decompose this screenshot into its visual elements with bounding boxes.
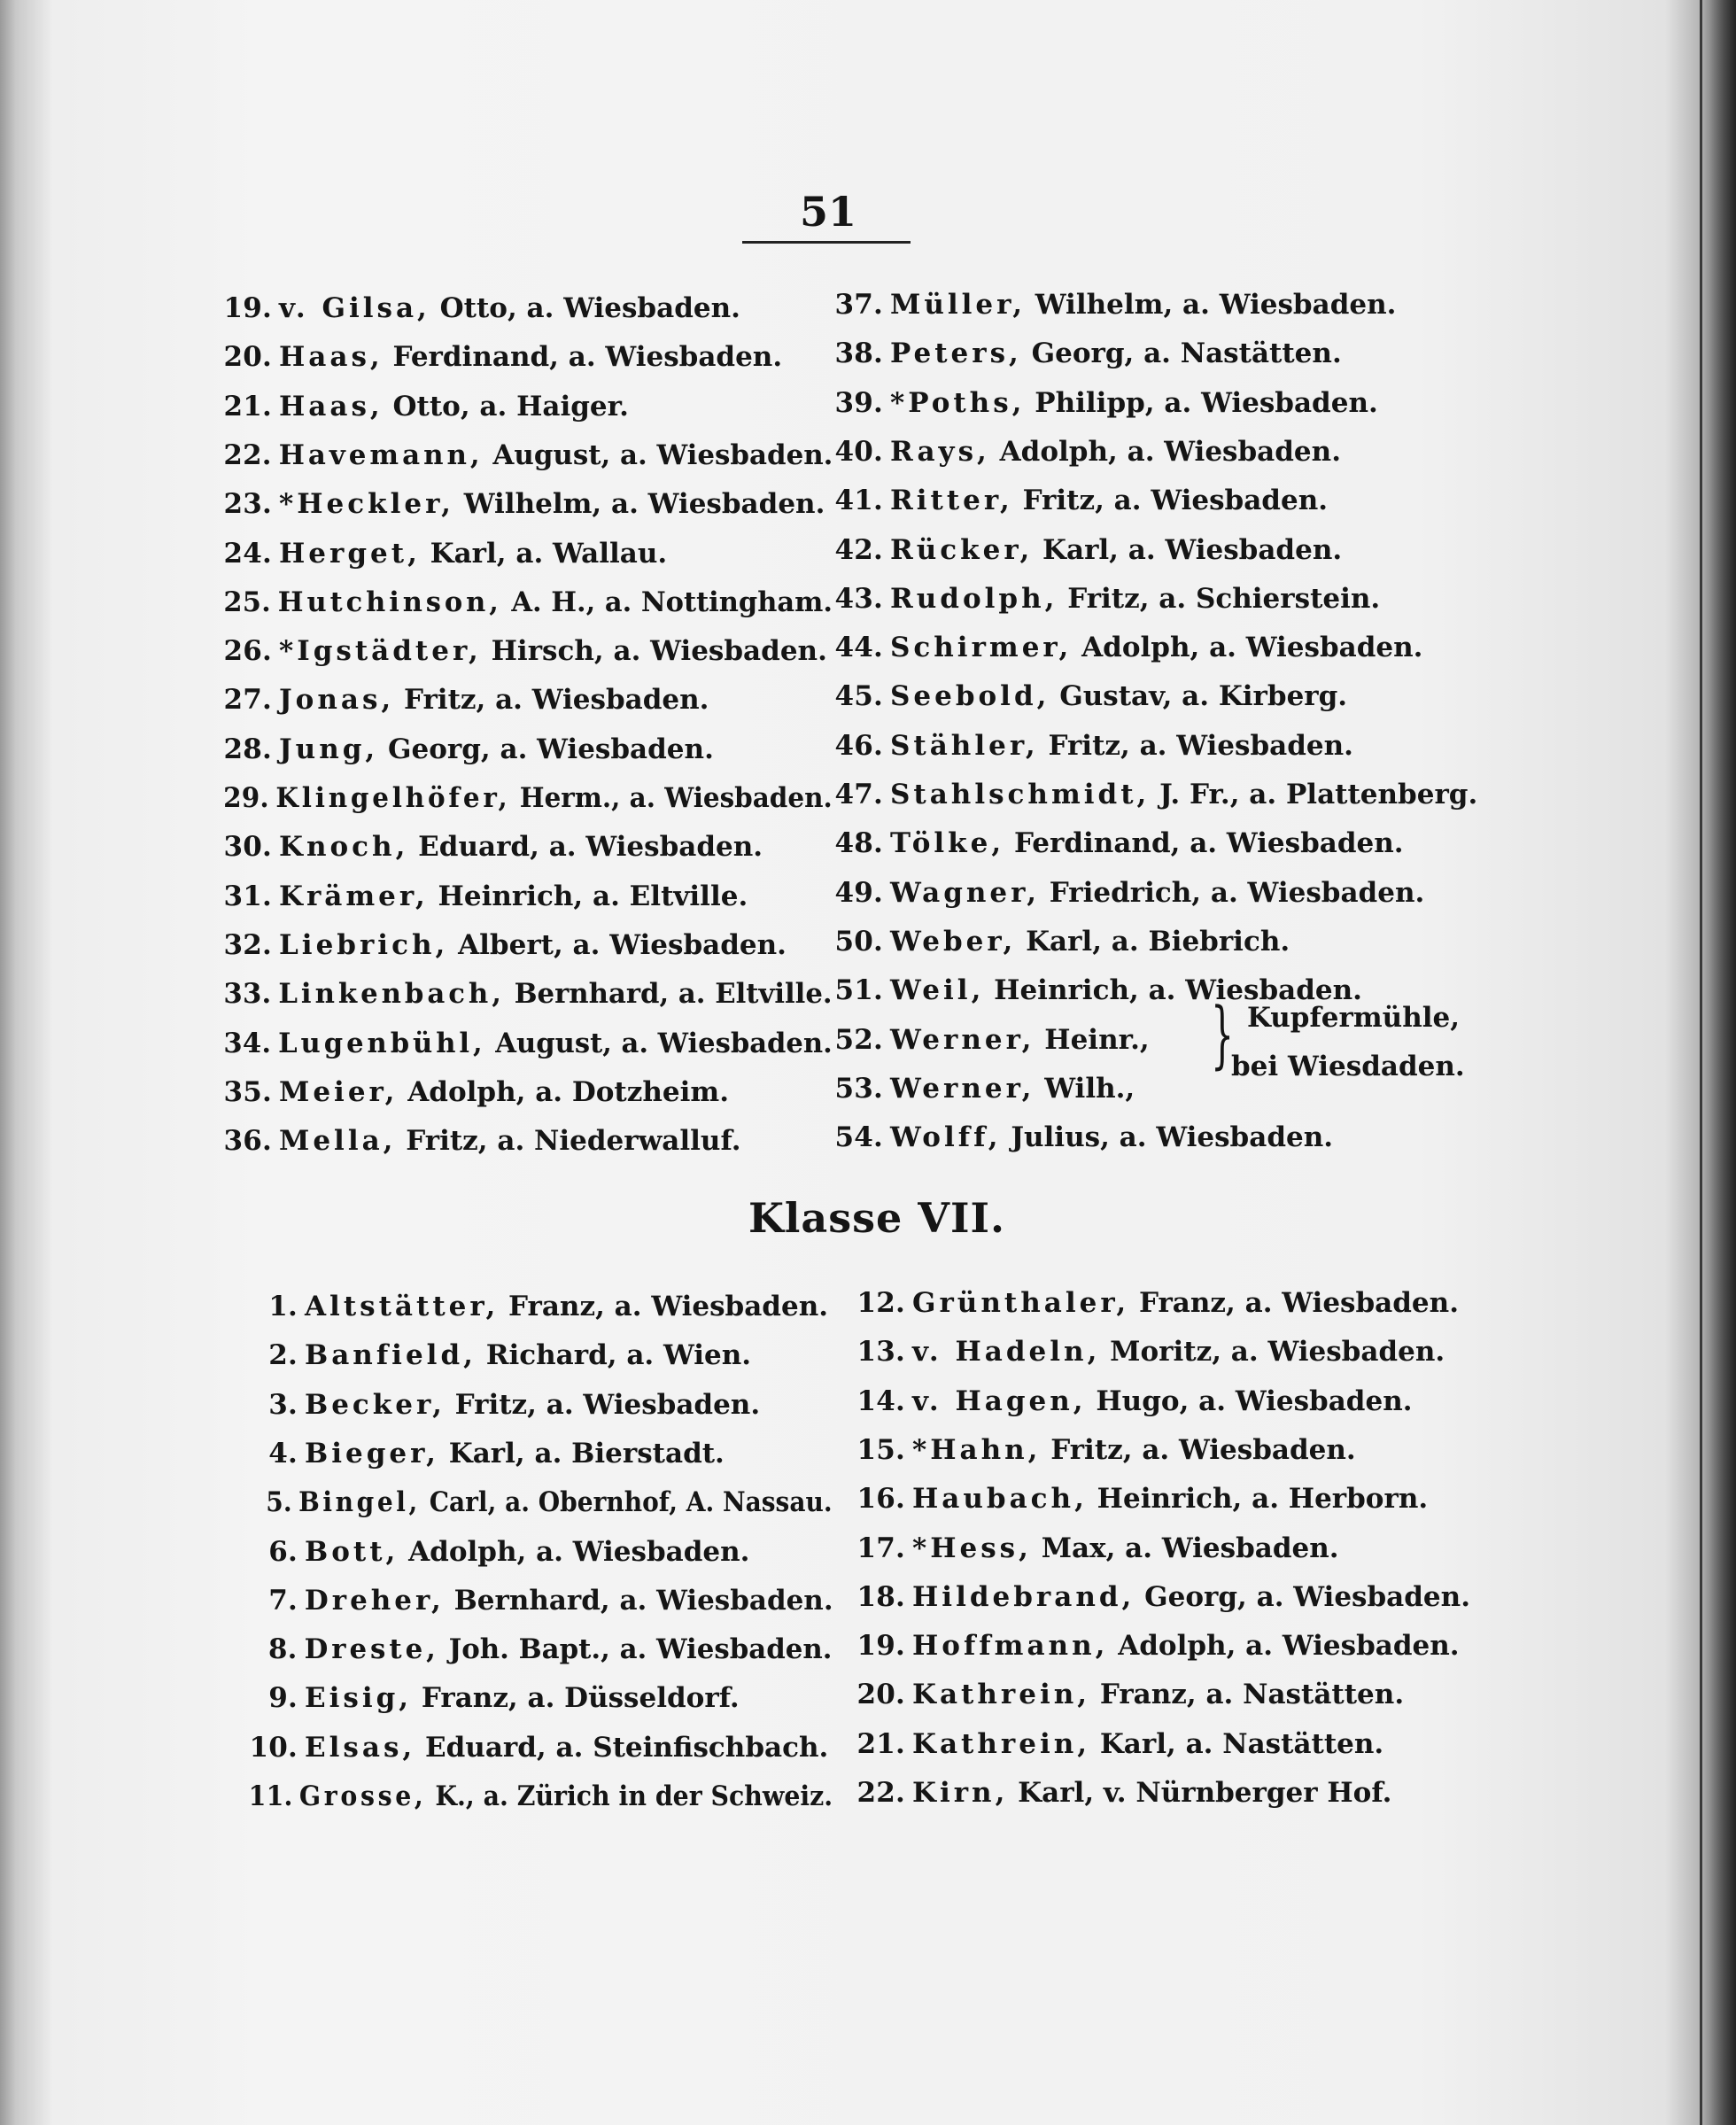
entry-number: 29. [223,782,269,814]
list-entry [217,733,714,765]
entry-surname: Rays, [890,435,990,468]
entry-number: 45. [834,680,883,713]
entry-surname: Knoch, [279,831,409,864]
entry-details: Karl, v. Nürnberger Hof. [1008,1777,1392,1809]
entry-number: 41. [834,485,883,517]
entry-surname: Haas, [279,341,384,374]
list-entry [217,831,763,863]
entry-details: Ferdinand, a. Wiesbaden. [1004,827,1404,860]
list-entry [850,1483,1428,1515]
entry-details: Heinr., [1035,1023,1150,1056]
entry-details: Albert, a. Wiesbaden. [448,928,787,961]
entry-details: J. Fr., a. Plattenberg. [1150,779,1478,810]
list-entry [241,1780,833,1812]
entry-details: Eduard, a. Wiesbaden. [408,831,763,864]
entry-details: Georg, a. Nastätten. [1021,337,1342,370]
entry-surname: *Hahn, [912,1433,1042,1466]
entry-number: 18. [856,1580,905,1613]
entry-surname: Liebrich, [279,928,449,961]
list-entry [241,1291,828,1322]
entry-details: Fritz, a. Wiesbaden. [1012,485,1329,517]
entry-number: 51. [834,974,883,1007]
entry-number: 28. [223,733,272,765]
entry-number: 34. [223,1027,272,1059]
entry-number: 42. [834,533,883,566]
list-entry [828,1024,1150,1056]
entry-surname: Tölke, [890,827,1005,860]
entry-details: August, a. Wiesbaden. [483,438,833,471]
entry-surname: Hutchinson, [277,586,502,618]
entry-details: Franz, a. Wiesbaden. [499,1291,829,1322]
entry-surname: Lugenbühl, [278,1027,486,1059]
entry-details: Adolph, a. Wiesbaden. [1108,1630,1460,1663]
entry-number: 40. [834,435,883,468]
entry-surname: Grünthaler, [912,1287,1130,1319]
entry-surname: Bott, [305,1535,399,1568]
entry-number: 8. [268,1633,298,1666]
entry-number: 33. [223,978,272,1011]
list-entry [850,1287,1459,1319]
entry-details: Moritz, a. Wiesbaden. [1100,1336,1445,1369]
list-entry [241,1732,828,1764]
entry-surname: Linkenbach, [278,978,505,1011]
list-entry [241,1585,833,1617]
entry-surname: Meier, [279,1075,399,1108]
entry-surname: Herget, [279,537,421,570]
entry-surname: Weber, [890,925,1017,958]
entry-details: Fritz, a. Schierstein. [1058,582,1381,615]
entry-surname: Dreher, [304,1584,445,1617]
entry-details: Heinrich, a. Herborn. [1087,1483,1429,1516]
entry-surname: Weil, [890,974,985,1007]
entry-number: 20. [223,341,272,374]
list-entry [217,538,667,570]
list-entry [241,1536,749,1568]
entry-details: Fritz, a. Wiesbaden. [445,1388,761,1421]
entry-details: Georg, a. Wiesbaden. [1135,1580,1470,1613]
list-entry [828,680,1347,712]
entry-details: A. H., a. Nottingham. [501,586,833,618]
entry-details: Heinrich, a. Eltville. [428,880,748,912]
entry-number: 21. [223,390,272,423]
entry-number: 22. [223,438,272,471]
entry-number: 27. [223,684,272,717]
list-entry [850,1532,1339,1564]
list-entry [241,1682,740,1714]
entry-number: 6. [268,1535,298,1568]
list-entry [217,880,748,912]
entry-surname: Jonas, [279,684,395,717]
entry-surname: Mella, [279,1125,397,1158]
entry-number: 24. [223,537,272,570]
entry-number: 1. [268,1291,298,1322]
entry-number: 37. [834,289,883,321]
entry-number: 19. [856,1630,905,1663]
entry-number: 26. [223,635,272,668]
entry-number: 15. [856,1433,905,1466]
list-entry [217,929,787,961]
entry-surname: *Hess, [912,1532,1032,1564]
list-entry [850,1385,1413,1417]
entry-details: Friedrich, a. Wiesbaden. [1040,876,1425,909]
entry-details: Fritz, a. Wiesbaden. [1038,729,1353,762]
entry-surname: Hoffmann, [912,1630,1109,1663]
entry-number: 11. [248,1780,293,1812]
entry-number: 22. [856,1777,905,1809]
list-entry [828,827,1404,859]
entry-details: Richard, a. Wien. [476,1339,752,1372]
entry-number: 30. [223,831,272,864]
entry-number: 38. [834,337,883,370]
list-entry [828,534,1342,566]
entry-surname: *Poths, [890,386,1026,419]
list-entry [850,1728,1383,1760]
list-entry [217,978,833,1010]
list-entry [241,1389,760,1421]
entry-details: Adolph, a. Dotzheim. [398,1075,729,1108]
entry-surname: Haas, [279,390,384,423]
list-entry [828,289,1396,321]
entry-surname: Kirn, [912,1777,1009,1809]
entry-number: 17. [856,1532,905,1564]
list-entry [828,779,1477,810]
entry-details: Herm., a. Wiesbaden. [510,782,833,814]
entry-number: 39. [834,386,883,419]
entry-details: Max, a. Wiesbaden. [1031,1532,1339,1564]
entry-details: Bernhard, a. Wiesbaden. [444,1584,833,1617]
entry-surname: Wagner, [890,876,1041,909]
entry-surname: Kathrein, [912,1727,1091,1760]
entry-surname: Klingelhöfer, [275,782,511,814]
entry-details: Karl, a. Bierstadt. [438,1437,725,1470]
entry-number: 44. [834,632,883,664]
entry-surname: Elsas, [305,1731,416,1764]
list-entry [241,1438,725,1470]
list-entry [828,926,1290,958]
entry-surname: Krämer, [279,880,429,912]
entry-number: 7. [268,1584,298,1617]
entry-details: Karl, a. Wiesbaden. [1033,533,1343,566]
entry-surname: Banfield, [305,1339,477,1372]
entry-number: 3. [268,1388,298,1421]
entry-surname: Eisig, [305,1682,413,1715]
entry-surname: Ritter, [890,485,1013,517]
entry-details: Philipp, a. Wiesbaden. [1025,386,1378,419]
entry-details: Karl, a. Nastätten. [1090,1727,1384,1760]
entry-surname: Bingel, [298,1486,421,1519]
entry-surname: Rudolph, [890,582,1058,615]
entry-surname: Haubach, [912,1483,1088,1516]
entry-surname: Seebold, [890,680,1050,713]
list-entry [828,337,1342,369]
entry-number: 13. [856,1336,905,1369]
entry-number: 36. [223,1125,272,1158]
list-entry [217,1125,740,1157]
entry-details: Adolph, a. Wiesbaden. [1072,632,1423,664]
entry-surname: Stahlschmidt, [890,779,1151,810]
list-entry [217,586,833,618]
list-entry [217,292,740,324]
entry-details: Fritz, a. Niederwalluf. [396,1125,741,1158]
entry-number: 4. [268,1437,298,1470]
entry-surname: Becker, [305,1388,446,1421]
entry-surname: Rücker, [890,533,1034,566]
entry-surname: Kathrein, [912,1679,1091,1711]
entry-details: K., a. Zürich in der Schweiz. [426,1780,833,1812]
list-entry [828,730,1353,762]
entry-details: Franz, a. Wiesbaden. [1129,1287,1459,1319]
entry-number: 12. [856,1287,905,1319]
list-entry [850,1630,1460,1662]
list-entry [828,877,1424,909]
entry-surname: Stähler, [890,729,1039,762]
entry-number: 48. [834,827,883,860]
section-title: Klasse VII. [748,1194,1006,1242]
entry-number: 47. [834,779,883,810]
entry-details: Fritz, a. Wiesbaden. [394,684,709,717]
entry-details: Bernhard, a. Eltville. [504,978,833,1011]
entry-surname: Altstätter, [305,1291,500,1322]
entry-details: Joh. Bapt., a. Wiesbaden. [438,1633,833,1666]
entry-surname: Grosse, [298,1780,427,1812]
werner-brace-line-2: bei Wiesdaden. [1231,1051,1465,1082]
entry-surname: Bieger, [305,1437,439,1470]
list-entry [850,1434,1356,1466]
entry-details: Adolph, a. Wiesbaden. [989,435,1341,468]
entry-surname: Werner, [890,1072,1035,1105]
list-entry [241,1633,833,1665]
entry-surname: Dreste, [304,1633,439,1666]
entry-details: Otto, a. Wiesbaden. [430,292,740,324]
entry-number: 9. [268,1682,298,1715]
entry-details: Wilh., [1035,1072,1135,1105]
entry-details: Georg, a. Wiesbaden. [378,733,714,765]
list-entry [850,1679,1404,1710]
werner-brace: } [1211,993,1235,1077]
list-entry [217,1076,729,1108]
entry-number: 50. [834,925,883,958]
entry-details: Eduard, a. Steinfischbach. [415,1731,829,1764]
list-entry [828,387,1378,419]
list-entry [217,341,782,373]
page-number: 51 [799,188,856,236]
page-edge-shadow [1701,0,1736,2125]
entry-details: Wilhelm, a. Wiesbaden. [453,488,825,521]
entry-number: 53. [834,1072,883,1105]
list-entry [241,1486,833,1518]
entry-details: Franz, a. Nastätten. [1090,1679,1405,1711]
entry-details: Carl, a. Obernhof, A. Nassau. [420,1486,833,1519]
entry-surname: Schirmer, [890,632,1073,664]
entry-surname: v. Hagen, [912,1384,1087,1417]
list-entry [828,1121,1333,1153]
entry-details: Gustav, a. Kirberg. [1050,680,1348,713]
entry-details: Wilhelm, a. Wiesbaden. [1026,289,1397,321]
entry-number: 54. [834,1121,883,1154]
entry-surname: Werner, [890,1023,1035,1056]
header-rule [742,241,911,244]
entry-number: 2. [268,1339,298,1372]
entry-number: 19. [223,292,272,324]
entry-number: 49. [834,876,883,909]
entry-number: 20. [856,1679,905,1711]
entry-details: Heinrich, a. Wiesbaden. [984,974,1362,1007]
entry-surname: *Heckler, [279,488,454,521]
entry-details: Hugo, a. Wiesbaden. [1086,1384,1413,1417]
entry-details: Karl, a. Biebrich. [1016,925,1290,958]
entry-details: August, a. Wiesbaden. [485,1027,833,1059]
entry-surname: Peters, [890,337,1022,370]
list-entry [850,1581,1470,1613]
list-entry [217,635,827,667]
entry-surname: v. Gilsa, [279,292,430,324]
entry-details: Julius, a. Wiesbaden. [1001,1121,1334,1154]
entry-number: 46. [834,729,883,762]
entry-number: 52. [834,1023,883,1056]
entry-number: 21. [856,1727,905,1760]
list-entry [241,1339,751,1371]
entry-surname: Hildebrand, [912,1580,1135,1613]
entry-details: Fritz, a. Wiesbaden. [1041,1433,1356,1466]
entry-surname: Havemann, [278,438,484,471]
list-entry [850,1336,1445,1368]
list-entry [217,488,825,520]
entry-number: 16. [856,1483,905,1516]
list-entry [828,1073,1135,1105]
list-entry [217,439,833,471]
entry-details: Adolph, a. Wiesbaden. [399,1535,750,1568]
list-entry [828,583,1380,615]
list-entry [217,684,709,716]
entry-number: 10. [249,1731,298,1764]
entry-surname: Wolff, [890,1121,1002,1154]
page-edge-line [1700,0,1702,2125]
list-entry [217,782,833,814]
entry-surname: *Igstädter, [279,635,482,668]
entry-surname: Jung, [279,733,379,765]
entry-details: Hirsch, a. Wiesbaden. [481,635,827,668]
list-entry [217,391,629,423]
entry-details: Otto, a. Haiger. [383,390,629,423]
werner-brace-line-1: Kupfermühle, [1247,1002,1461,1034]
entry-surname: Müller, [890,289,1026,321]
list-entry [217,1028,833,1059]
list-entry [828,632,1422,663]
entry-number: 23. [223,488,272,521]
entry-number: 32. [223,928,272,961]
entry-number: 35. [223,1075,272,1108]
list-entry [850,1777,1391,1809]
entry-number: 14. [856,1384,905,1417]
entry-number: 43. [834,582,883,615]
list-entry [828,485,1328,516]
entry-number: 31. [223,880,272,912]
entry-surname: v. Hadeln, [912,1336,1101,1369]
entry-details: Karl, a. Wallau. [420,537,668,570]
entry-details: Ferdinand, a. Wiesbaden. [383,341,783,374]
list-entry [828,436,1341,468]
entry-number: 25. [223,586,271,618]
entry-details: Franz, a. Düsseldorf. [412,1682,740,1715]
entry-number: 5. [266,1486,292,1519]
